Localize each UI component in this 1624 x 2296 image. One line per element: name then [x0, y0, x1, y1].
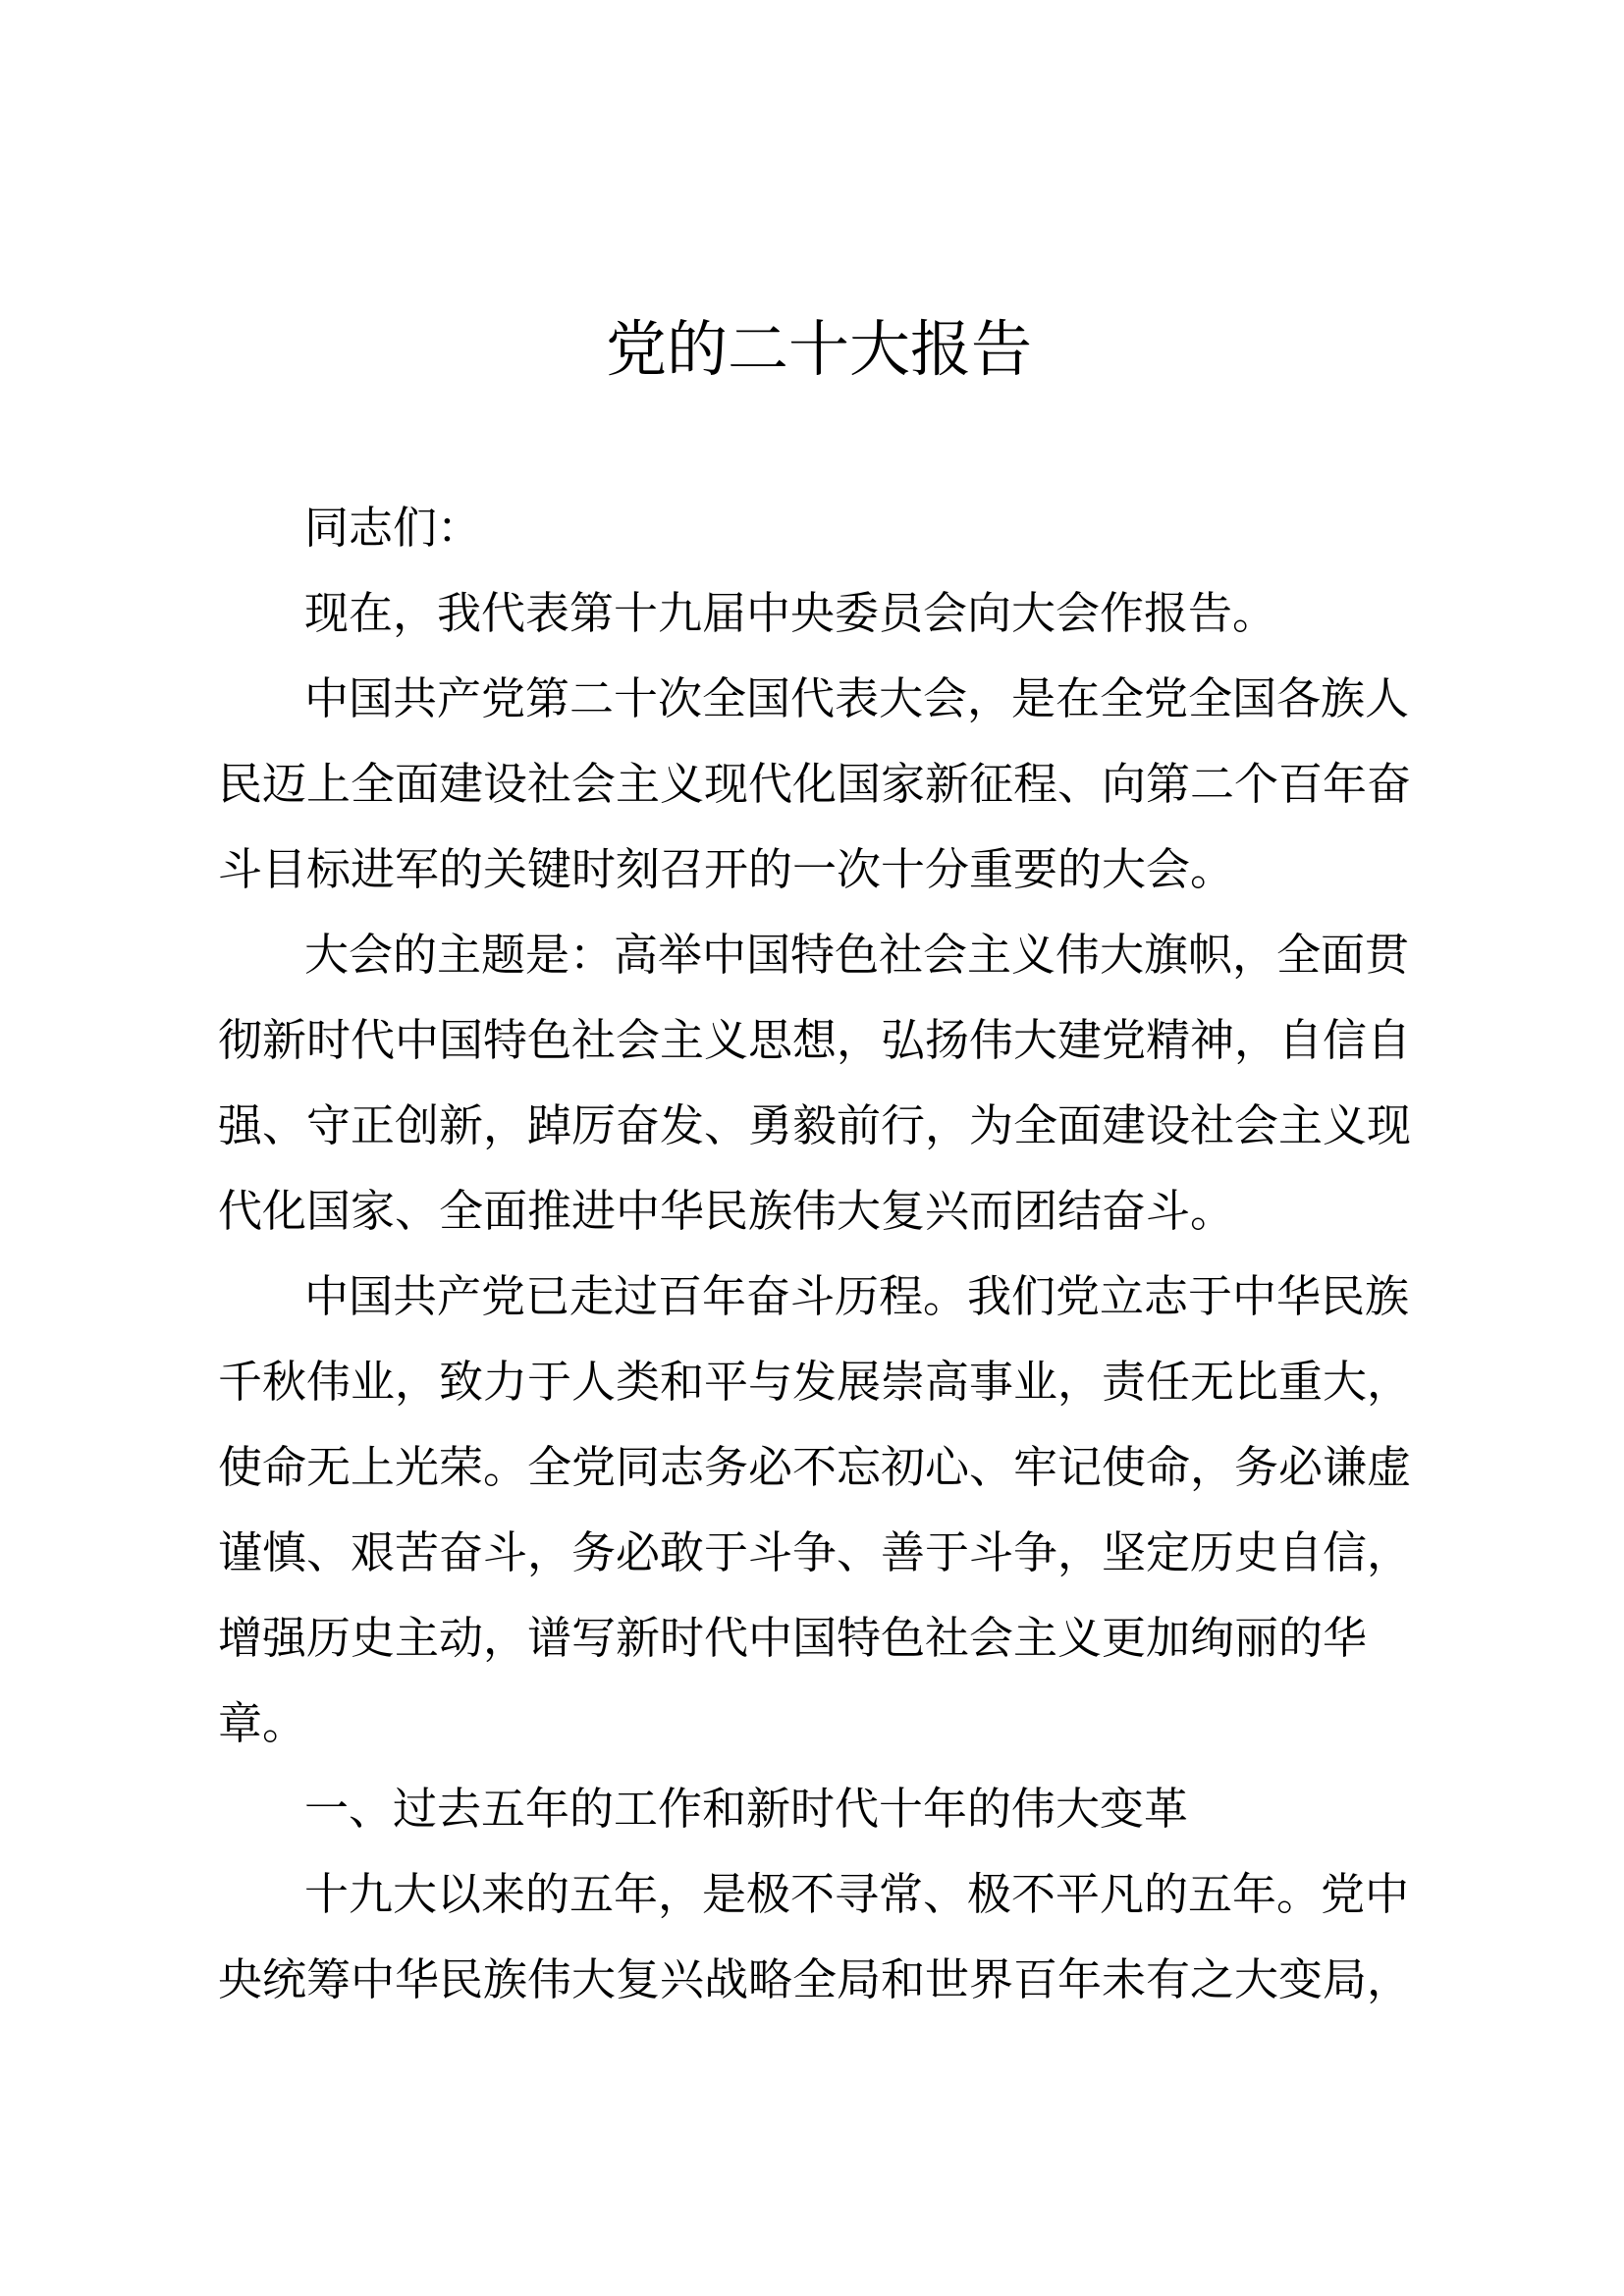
paragraph-line: 代化国家、全面推进中华民族伟大复兴而团结奋斗。: [218, 1185, 1235, 1237]
paragraph-line: 章。: [218, 1697, 307, 1749]
paragraph-line: 增强历史主动，谱写新时代中国特色社会主义更加绚丽的华: [218, 1612, 1368, 1664]
paragraph-line: 强、守正创新，踔厉奋发、勇毅前行，为全面建设社会主义现: [218, 1099, 1412, 1151]
paragraph-line: 十九大以来的五年，是极不寻常、极不平凡的五年。党中: [304, 1868, 1410, 1920]
paragraph-line: 央统筹中华民族伟大复兴战略全局和世界百年未有之大变局，: [218, 1953, 1412, 2005]
salutation-line: 同志们：: [304, 502, 482, 554]
document-body: [218, 485, 1422, 2022]
paragraph-line: 大会的主题是：高举中国特色社会主义伟大旗帜，全面贯: [304, 929, 1410, 981]
paragraph-line: 谨慎、艰苦奋斗，务必敢于斗争、善于斗争，坚定历史自信，: [218, 1526, 1412, 1578]
paragraph-line: 斗目标进军的关键时刻召开的一次十分重要的大会。: [218, 843, 1235, 895]
paragraph-line: 中国共产党已走过百年奋斗历程。我们党立志于中华民族: [304, 1270, 1410, 1322]
paragraph-line: 民迈上全面建设社会主义现代化国家新征程、向第二个百年奋: [218, 758, 1412, 810]
section-heading: 一、过去五年的工作和新时代十年的伟大变革: [304, 1783, 1189, 1835]
paragraph-line: 中国共产党第二十次全国代表大会，是在全党全国各族人: [304, 672, 1410, 724]
paragraph-line: 使命无上光荣。全党同志务必不忘初心、牢记使命，务必谦虚: [218, 1441, 1412, 1493]
paragraph-line: 千秋伟业，致力于人类和平与发展崇高事业，责任无比重大，: [218, 1356, 1412, 1408]
paragraph-line: 现在，我代表第十九届中央委员会向大会作报告。: [304, 587, 1277, 639]
document-title: 党的二十大报告: [605, 313, 1032, 385]
paragraph-line: 彻新时代中国特色社会主义思想，弘扬伟大建党精神，自信自: [218, 1014, 1412, 1066]
